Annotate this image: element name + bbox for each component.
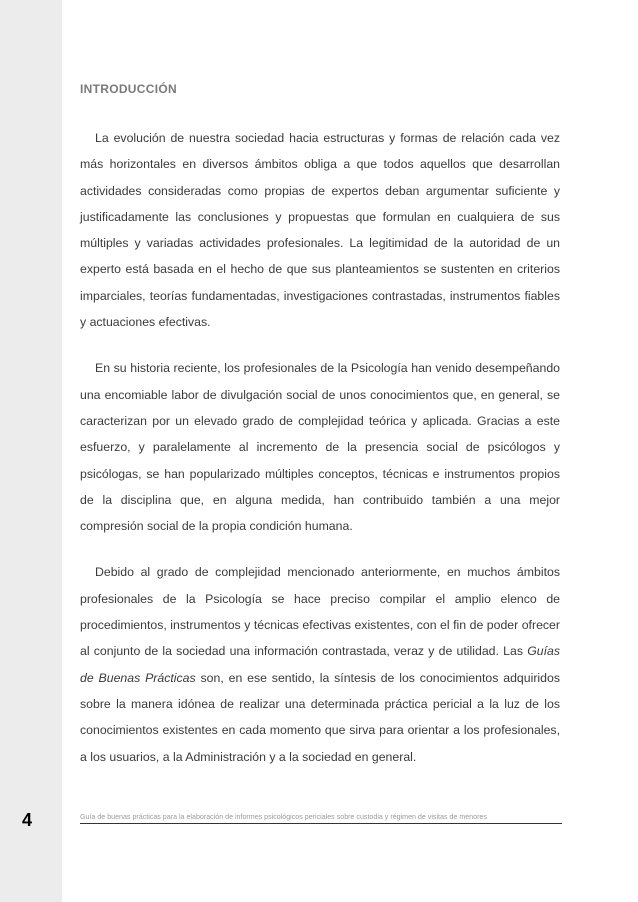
paragraph-3 — [80, 559, 560, 769]
paragraph-3-text-before: Debido al grado de complejidad mencionado anteriormente, en muchos ámbitos profesionales de la Psicología se hace preciso compilar el amplio elenco de procedimientos, instrumentos y técnicas efectivas existentes, con el fin de poder ofrecer al conjunto de la sociedad una información contrastada, veraz y de utilidad. Las — [80, 565, 560, 659]
paragraph-1: La evolución de nuestra sociedad hacia estructuras y formas de relación cada vez más horizontales en diversos ámbitos obliga a que todos aquellos que desarrollan actividades consideradas como propias de expertos deban argumentar suficiente y justificadamente las conclusiones y propuestas que formulan en cualquiera de sus múltiples y variadas actividades profesionales. La legitimidad de la autoridad de un experto está basada en el hecho de que sus planteamientos se sustenten en criterios imparciales, teorías fundamentadas, investigaciones contrastadas, instrumentos fiables y actuaciones efectivas. — [80, 131, 560, 330]
page-margin-strip — [0, 0, 62, 902]
body-text — [80, 125, 560, 770]
paragraph-3-emphasis: Guías de Buenas Prácticas — [80, 644, 560, 685]
page-number: 4 — [22, 810, 33, 830]
paragraph-2: En su historia reciente, los profesionales de la Psicología han venido desempeñando una encomiable labor de divulgación social de unos conocimientos que, en general, se caracterizan por un elevado grado de complejidad teórica y aplicada. Gracias a este esfuerzo, y paralelamente al incremento de la presencia social de psicólogos y psicólogas, se han popularizado múltiples conceptos, técnicas e instrumentos propios de la disciplina que, en alguna medida, han contribuido también a una mejor compresión social de la propia condición humana. — [80, 361, 560, 534]
running-footer: Guía de buenas prácticas para la elaboración de informes psicológicos periciales sobre custodia y régimen de visitas de menores — [80, 813, 562, 824]
paragraph-3-text-after: son, en ese sentido, la síntesis de los conocimientos adquiridos sobre la manera idónea de realizar una determinada práctica pericial a la luz de los conocimientos existentes en cada momento que sirva para orientar a los profesionales, a los usuarios, a la Administración y a la sociedad en general. — [80, 670, 560, 764]
section-heading: INTRODUCCIÓN — [80, 82, 177, 96]
